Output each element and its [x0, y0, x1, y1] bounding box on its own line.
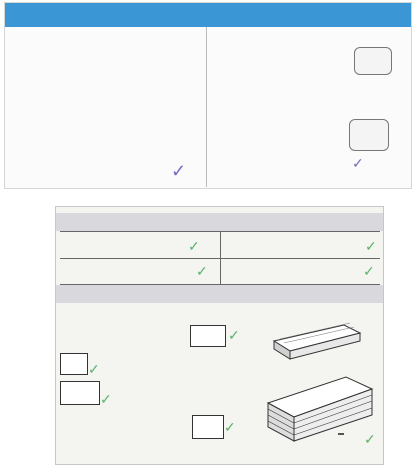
grid-divider-horizontal [60, 258, 380, 259]
checkmark-icon: ✓ [365, 238, 377, 254]
md-row-2-answer-box [60, 353, 88, 375]
checkmark-icon: ✓ [88, 361, 100, 377]
md-row-4-answer-box [192, 415, 224, 439]
checkmark-icon: ✓ [224, 419, 236, 435]
checkmark-icon: ✓ [100, 391, 112, 407]
worksheet-2 [55, 206, 384, 465]
checkmark-icon: ✓ [196, 263, 208, 279]
md-row-3-answer-box [60, 381, 100, 405]
sheet2-title [56, 213, 383, 231]
sheet1-divider [206, 27, 207, 187]
checkmark-icon: ✓ [364, 431, 376, 447]
checkmark-icon: ✓ [228, 327, 240, 343]
checkmark-icon: ✓ [352, 155, 364, 171]
section-title [56, 285, 383, 303]
answer-box-top [354, 47, 392, 75]
pencil-answer [338, 433, 344, 435]
checkmark-icon: ✓ [188, 238, 200, 254]
worksheet-1 [4, 2, 412, 189]
checkmark-icon: ✓ [363, 263, 375, 279]
fluency-grid [60, 231, 380, 285]
checkmark-icon: ✓ [171, 161, 187, 181]
stacked-boxes-image [264, 373, 376, 443]
answer-box-bottom [349, 119, 389, 151]
pencil-box-image [266, 319, 366, 363]
sheet1-title-band [5, 3, 411, 27]
md-row-1-answer-box [190, 325, 226, 347]
